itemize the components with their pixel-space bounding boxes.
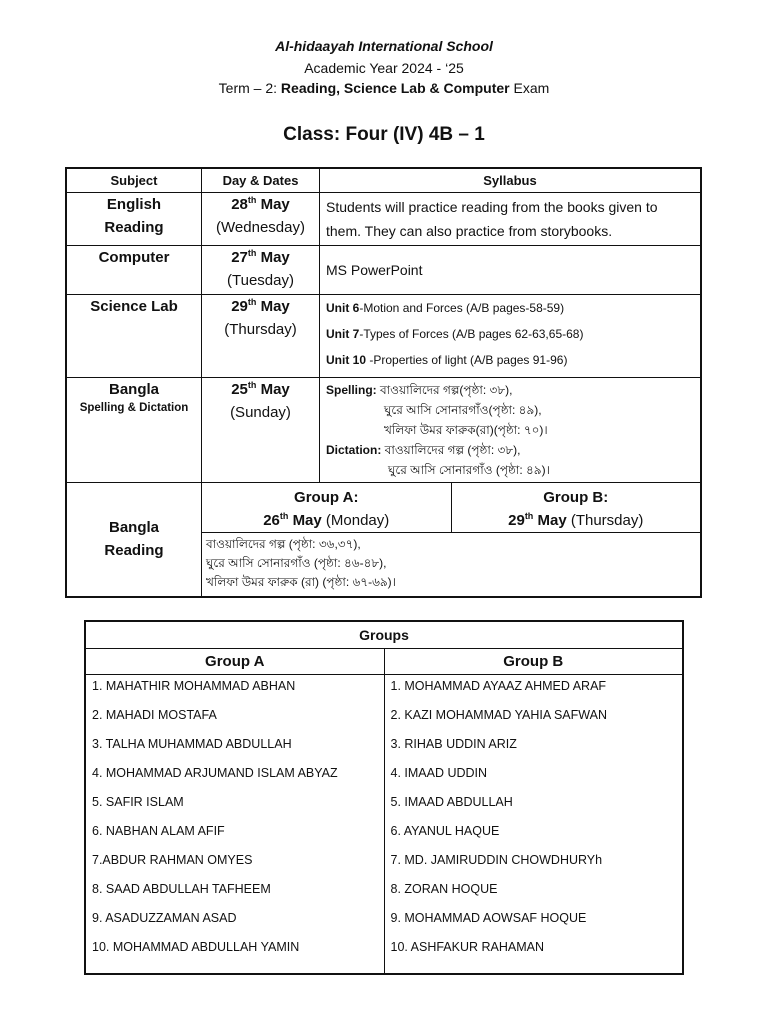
unit-label: Unit 7 [326,327,360,341]
bangla-text: বাওয়ালিদের গল্প(পৃষ্ঠা: ৩৮), [376,383,513,397]
list-item: 9. ASADUZZAMAN ASAD [92,911,237,925]
subject-science-lab [66,295,202,378]
date-month: May [292,512,322,529]
bangla-line: খলিফা উমর ফারুক (রা) (পৃষ্ঠা: ৬৭-৬৯)। [206,575,396,589]
date-day: 28 [231,196,248,213]
schedule-header-row [66,168,701,193]
date-suffix: th [279,511,289,521]
dictation-label: Dictation: [326,443,382,457]
date-day: 26 [263,512,280,529]
date-suffix: th [524,511,534,521]
header-subject: Subject [66,168,202,193]
spelling-label: Spelling: [326,383,377,397]
group-b-date [451,483,700,533]
list-item: 8. ZORAN HOQUE [390,882,498,896]
bangla-line: ঘুরে আসি সোনারগাঁও (পৃষ্ঠা: ৪৬-৪৮), [206,556,387,570]
group-b-header: Group B [384,649,683,675]
date-day: 27 [231,249,248,266]
exam-weekday: (Monday) [321,512,390,529]
header-day-dates: Day & Dates [202,168,320,193]
syllabus-science-lab [320,295,702,378]
subject-line: Reading [104,219,164,236]
list-item: 3. TALHA MUHAMMAD ABDULLAH [92,737,292,751]
bangla-text: বাওয়ালিদের গল্প (পৃষ্ঠা: ৩৮), [381,443,521,457]
exam-weekday: (Thursday) [224,321,297,338]
subject-bangla-reading [66,483,202,597]
list-item: 1. MAHATHIR MOHAMMAD ABHAN [92,679,296,693]
exam-date [202,193,319,216]
spelling-line: ঘুরে আসি সোনারগাঁও(পৃষ্ঠা: ৪৯), [384,403,542,417]
date-english-reading [202,193,320,246]
row-bangla-spelling [66,378,701,483]
list-item: 2. MAHADI MOSTAFA [92,708,217,722]
exam-schedule-table [65,167,702,598]
list-item: 1. MOHAMMAD AYAAZ AHMED ARAF [390,679,607,693]
row-english-reading [66,193,701,246]
bangla-reading-syllabus [202,533,700,596]
subject-line: Science Lab [90,298,178,315]
list-item: 6. AYANUL HAQUE [390,824,500,838]
groups-title: Groups [85,621,683,649]
spelling-line: খলিফা উমর ফারুক(রা)(পৃষ্ঠা: ৭০)। [384,423,548,437]
syllabus-line: them. They can also practice from storybooks. [326,223,613,239]
unit-label: Unit 10 [326,353,367,367]
list-item: 4. IMAAD UDDIN [390,766,488,780]
list-item: 6. NABHAN ALAM AFIF [92,824,225,838]
subject-line: Bangla [108,519,159,537]
dictation-line: ঘুরে আসি সোনারগাঁও (পৃষ্ঠা: ৪৯)। [388,463,550,477]
unit-line [326,295,694,321]
subject-english-reading [66,193,202,246]
school-name: Al-hidaayah International School [275,38,493,54]
date-day: 25 [231,381,248,398]
group-a-date [202,483,451,533]
list-item: 8. SAAD ABDULLAH TAFHEEM [92,882,271,896]
unit-line [326,347,694,373]
row-science-lab [66,295,701,378]
group-b-date-line [452,509,701,532]
subject-line: Reading [104,542,164,560]
group-a-label: Group A: [294,489,359,506]
unit-label: Unit 6 [326,301,360,315]
row-computer [66,246,701,295]
date-suffix: th [247,195,257,205]
syllabus-bangla-spelling [320,378,702,483]
subject-line: Computer [98,249,170,266]
syllabus-line: Students will practice reading from the books given to [326,199,658,215]
unit-text: -Motion and Forces (A/B pages-58-59) [359,301,565,315]
subject-line: Bangla [108,381,159,398]
date-computer [202,246,320,295]
groups-table [84,620,684,975]
date-bangla-spelling [202,378,320,483]
group-a-members [85,675,384,975]
date-day: 29 [231,298,248,315]
groups-members-row [85,675,683,975]
bangla-reading-syllabus-row [202,533,700,596]
term-suffix: Exam [509,80,550,96]
exam-date [202,295,319,318]
subject-line: English [106,196,162,213]
list-item: 10. MOHAMMAD ABDULLAH YAMIN [92,940,300,954]
class-title: Class: Four (IV) 4B – 1 [283,124,485,145]
date-suffix: th [247,380,257,390]
exam-date [202,378,319,401]
list-item: 7.ABDUR RAHMAN OMYES [92,853,253,867]
list-item: 2. KAZI MOHAMMAD YAHIA SAFWAN [390,708,607,722]
unit-line [326,321,694,347]
exam-weekday: (Wednesday) [216,219,305,236]
bangla-reading-details [202,483,702,597]
date-suffix: th [247,248,257,258]
syllabus-english-reading [320,193,702,246]
date-suffix: th [247,297,257,307]
list-item: 10. ASHFAKUR RAHAMAN [390,940,545,954]
subject-computer [66,246,202,295]
list-item: 5. SAFIR ISLAM [92,795,184,809]
term-title [0,80,768,96]
term-prefix: Term – 2: [218,80,281,96]
date-day: 29 [508,512,525,529]
exam-weekday: (Thursday) [566,512,644,529]
spelling-line [326,380,694,400]
group-a-header: Group A [85,649,384,675]
list-item: 5. IMAAD ABDULLAH [390,795,513,809]
list-item: 9. MOHAMMAD AOWSAF HOQUE [390,911,587,925]
bangla-line: বাওয়ালিদের গল্প (পৃষ্ঠা: ৩৬,৩৭), [206,537,361,551]
date-month: May [260,298,290,315]
subject-bangla-spelling [66,378,202,483]
date-month: May [537,512,567,529]
syllabus-line: MS PowerPoint [326,262,423,278]
date-month: May [260,196,290,213]
unit-text: -Types of Forces (A/B pages 62-63,65-68) [359,327,584,341]
date-month: May [260,249,290,266]
unit-text: -Properties of light (A/B pages 91-96) [366,353,568,367]
header-syllabus: Syllabus [320,168,702,193]
groups-header-row [85,649,683,675]
bangla-reading-inner [202,483,700,596]
academic-year: Academic Year 2024 - ‘25 [304,60,464,76]
group-b-members [384,675,683,975]
row-bangla-reading [66,483,701,597]
group-a-date-line [202,509,451,532]
list-item: 4. MOHAMMAD ARJUMAND ISLAM ABYAZ [92,766,338,780]
term-subjects: Reading, Science Lab & Computer [280,80,510,96]
dictation-line [326,440,694,460]
exam-date [202,246,319,269]
list-item: 3. RIHAB UDDIN ARIZ [390,737,517,751]
date-science-lab [202,295,320,378]
subject-subtitle: Spelling & Dictation [79,402,189,414]
date-month: May [260,381,290,398]
syllabus-computer [320,246,702,295]
group-dates-row [202,483,700,533]
exam-weekday: (Sunday) [230,404,291,421]
groups-title-row [85,621,683,649]
list-item: 7. MD. JAMIRUDDIN CHOWDHURYh [390,853,603,867]
group-b-label: Group B: [543,489,609,506]
exam-weekday: (Tuesday) [227,272,294,289]
